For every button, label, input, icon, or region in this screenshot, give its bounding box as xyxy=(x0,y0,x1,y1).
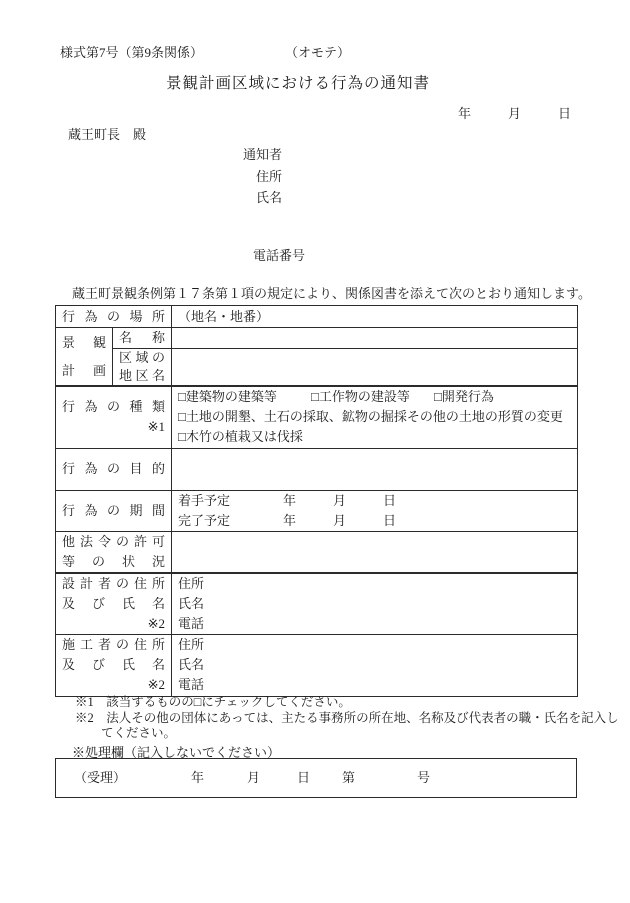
period-start-month-label: 月 xyxy=(333,492,347,508)
note-2-line-1: ※2 法人その他の団体にあっては、主たる事務所の所在地、名称及び代表者の職・氏名を記入し xyxy=(75,710,619,725)
side-label: （オモテ） xyxy=(285,45,351,60)
note-1: ※1 該当するものの□にチェックしてください。 xyxy=(75,695,351,709)
designer-label-2: 及び氏名 xyxy=(62,595,166,611)
period-end-day-label: 日 xyxy=(383,512,397,528)
kind-ref: ※1 xyxy=(147,419,166,435)
checkbox-icon: □ xyxy=(178,389,186,405)
designer-label-1: 設計者の住所 xyxy=(62,575,166,591)
checkbox-icon: □ xyxy=(178,409,186,425)
plan-name-row xyxy=(56,328,578,349)
purpose-row xyxy=(56,448,578,490)
page-title: 景観計画区域における行為の通知書 xyxy=(165,75,430,92)
notifier-name-label: 氏名 xyxy=(256,190,283,205)
note-2-line-2: てください。 xyxy=(101,726,177,740)
plan-name-label: 名称 xyxy=(119,330,166,345)
designer-name-label: 氏名 xyxy=(178,595,205,611)
period-start-day-label: 日 xyxy=(383,492,397,508)
kind-option-2 xyxy=(311,387,434,407)
processing-number-prefix: 第 xyxy=(342,770,356,785)
date-month-label: 月 xyxy=(508,106,522,121)
notifier-phone-label: 電話番号 xyxy=(253,248,306,263)
designer-row xyxy=(56,573,578,635)
period-end-month-label: 月 xyxy=(333,512,347,528)
intro-text: 蔵王町景観条例第１７条第１項の規定により、関係図書を添えて次のとおり通知します。 xyxy=(72,286,591,301)
purpose-value xyxy=(172,448,578,490)
kind-option-5 xyxy=(178,427,571,447)
notifier-label: 通知者 xyxy=(243,147,283,162)
other-laws-label-2: 等の状況 xyxy=(62,553,166,569)
notifier-address-label: 住所 xyxy=(256,169,283,184)
processing-title: ※処理欄（記入しないでください） xyxy=(72,745,281,760)
plan-district-label-1: 区域の xyxy=(119,350,166,365)
date-day-label: 日 xyxy=(558,106,572,121)
plan-group-cell xyxy=(56,328,113,387)
designer-phone-label: 電話 xyxy=(178,615,205,631)
other-laws-row xyxy=(56,531,578,573)
kind-option-1-label: 建築物の建築等 xyxy=(185,389,277,405)
designer-ref: ※2 xyxy=(147,615,166,631)
footnotes xyxy=(75,695,619,742)
kind-label: 行為の種類 xyxy=(62,399,166,415)
plan-group-label-1: 景観 xyxy=(62,334,106,350)
contractor-label-1: 施工者の住所 xyxy=(62,637,166,652)
plan-district-value xyxy=(172,349,578,387)
kind-option-3-label: 開発行為 xyxy=(441,389,494,405)
contractor-name-label: 氏名 xyxy=(178,657,205,672)
contractor-row xyxy=(56,634,578,696)
processing-year-label: 年 xyxy=(191,770,205,785)
place-label: 行為の場所 xyxy=(62,308,166,324)
form-number: 様式第7号（第9条関係） xyxy=(60,45,204,60)
plan-district-label-2: 地区名 xyxy=(119,368,166,383)
purpose-label: 行為の目的 xyxy=(62,461,166,476)
checkbox-icon: □ xyxy=(434,389,442,405)
plan-name-value xyxy=(172,328,578,349)
checkbox-icon: □ xyxy=(311,389,319,405)
date-line xyxy=(458,106,571,122)
kind-row xyxy=(56,386,578,448)
contractor-label-2: 及び氏名 xyxy=(62,657,166,672)
period-start-label: 着手予定 xyxy=(178,492,231,508)
plan-group-label-2: 計画 xyxy=(62,362,106,378)
period-row xyxy=(56,490,578,531)
period-end-year-label: 年 xyxy=(283,512,297,528)
processing-day-label: 日 xyxy=(297,770,311,785)
other-laws-value xyxy=(172,531,578,573)
kind-option-3 xyxy=(434,389,494,404)
contractor-address-label: 住所 xyxy=(178,637,205,652)
kind-option-4-label: 土地の開墾、土石の採取、鉱物の掘採その他の土地の形質の変更 xyxy=(185,409,563,425)
period-start-year-label: 年 xyxy=(283,492,297,508)
place-value: （地名・地番） xyxy=(178,308,270,324)
processing-box xyxy=(55,758,577,798)
checkbox-icon: □ xyxy=(178,429,186,445)
kind-option-4 xyxy=(178,407,571,427)
kind-option-2-label: 工作物の建設等 xyxy=(318,389,410,405)
processing-number-suffix: 号 xyxy=(417,770,431,785)
period-label: 行為の期間 xyxy=(62,502,166,518)
contractor-ref: ※2 xyxy=(147,677,166,692)
plan-district-row xyxy=(56,349,578,387)
processing-month-label: 月 xyxy=(247,770,261,785)
kind-option-5-label: 木竹の植栽又は伐採 xyxy=(185,429,303,445)
designer-address-label: 住所 xyxy=(178,575,205,591)
period-end-label: 完了予定 xyxy=(178,512,231,528)
other-laws-label-1: 他法令の許可 xyxy=(62,533,166,549)
form-table xyxy=(55,305,578,697)
contractor-phone-label: 電話 xyxy=(178,677,205,692)
addressee: 蔵王町長 殿 xyxy=(68,127,147,142)
date-year-label: 年 xyxy=(458,106,472,121)
place-row xyxy=(56,306,578,328)
kind-option-1 xyxy=(178,387,311,407)
received-label: （受理） xyxy=(74,770,127,785)
